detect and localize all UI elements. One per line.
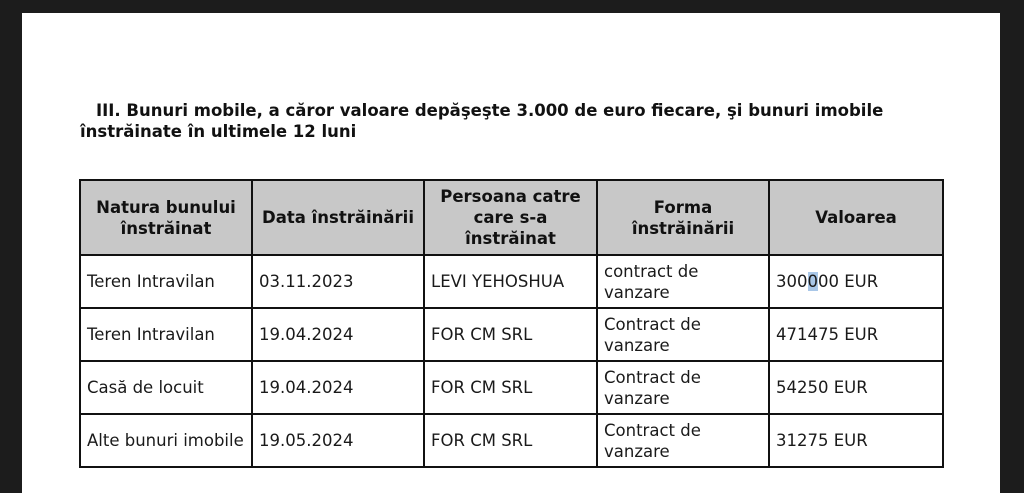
document-page — [22, 13, 1000, 493]
cell-valoare: 31275 EUR — [769, 414, 943, 467]
table-row — [80, 255, 943, 308]
header-natura: Natura bunului înstrăinat — [80, 180, 252, 255]
table-row — [80, 414, 943, 467]
cell-forma: Contract de vanzare — [597, 308, 769, 361]
cell-persoana: FOR CM SRL — [424, 361, 597, 414]
cell-valoare: 54250 EUR — [769, 361, 943, 414]
header-data: Data înstrăinării — [252, 180, 424, 255]
section-heading: III. Bunuri mobile, a căror valoare depăşeşte 3.000 de euro fiecare, şi bunuri imobile înstrăinate în ultimele 12 luni — [80, 101, 884, 141]
value-text-end: 00 EUR — [818, 272, 879, 291]
cell-valoare — [769, 255, 943, 308]
table-row — [80, 361, 943, 414]
cell-natura: Teren Intravilan — [80, 308, 252, 361]
table-row — [80, 308, 943, 361]
cell-persoana: FOR CM SRL — [424, 414, 597, 467]
cell-forma: Contract de vanzare — [597, 414, 769, 467]
table-header-row — [80, 180, 943, 255]
alienated-assets-table — [79, 179, 944, 468]
cell-persoana: LEVI YEHOSHUA — [424, 255, 597, 308]
cell-natura: Alte bunuri imobile — [80, 414, 252, 467]
text-selection-highlight[interactable]: 0 — [807, 272, 818, 291]
cell-forma: Contract de vanzare — [597, 361, 769, 414]
cell-persoana: FOR CM SRL — [424, 308, 597, 361]
header-forma: Forma înstrăinării — [597, 180, 769, 255]
cell-data: 19.04.2024 — [252, 361, 424, 414]
cell-natura: Teren Intravilan — [80, 255, 252, 308]
header-persoana: Persoana catre care s-a înstrăinat — [424, 180, 597, 255]
cell-data: 03.11.2023 — [252, 255, 424, 308]
header-valoarea: Valoarea — [769, 180, 943, 255]
cell-data: 19.05.2024 — [252, 414, 424, 467]
cell-natura: Casă de locuit — [80, 361, 252, 414]
cell-forma: contract de vanzare — [597, 255, 769, 308]
cell-data: 19.04.2024 — [252, 308, 424, 361]
value-text-start: 300 — [776, 272, 808, 291]
cell-valoare: 471475 EUR — [769, 308, 943, 361]
